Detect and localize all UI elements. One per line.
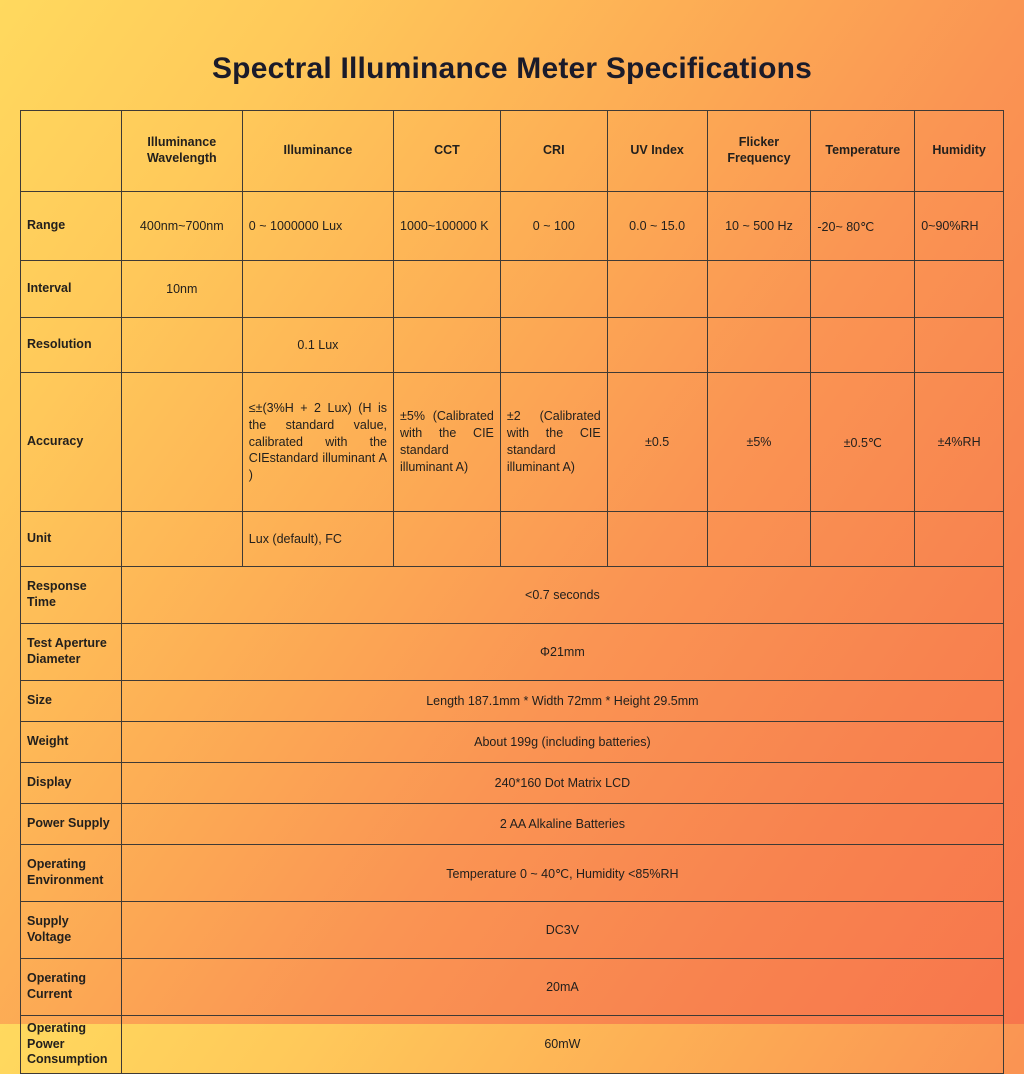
cell-operating-current-value: 20mA [121, 959, 1003, 1016]
cell-supply-voltage-value: DC3V [121, 902, 1003, 959]
row-label-resolution: Resolution [21, 318, 122, 373]
header-cell-temperature: Temperature [811, 111, 915, 192]
cell-resolution-flicker [707, 318, 811, 373]
cell-interval-flicker [707, 261, 811, 318]
cell-interval-wavelength: 10nm [121, 261, 242, 318]
cell-size-value: Length 187.1mm * Width 72mm * Height 29.5mm [121, 681, 1003, 722]
row-label-operating-power-consumption: Operating Power Consumption [21, 1016, 122, 1074]
row-label-display: Display [21, 763, 122, 804]
cell-resolution-wavelength [121, 318, 242, 373]
header-cell-humidity: Humidity [915, 111, 1004, 192]
header-cell-cri: CRI [500, 111, 607, 192]
cell-range-wavelength: 400nm~700nm [121, 192, 242, 261]
table-row [21, 261, 1004, 318]
table-row [21, 804, 1004, 845]
header-cell-flicker-frequency: Flicker Frequency [707, 111, 811, 192]
table-row [21, 1016, 1004, 1074]
cell-operating-environment-value: Temperature 0 ~ 40℃, Humidity <85%RH [121, 845, 1003, 902]
table-row [21, 512, 1004, 567]
cell-range-illuminance: 0 ~ 1000000 Lux [242, 192, 393, 261]
cell-range-flicker: 10 ~ 500 Hz [707, 192, 811, 261]
cell-interval-cct [394, 261, 501, 318]
cell-response-time-value: <0.7 seconds [121, 567, 1003, 624]
cell-unit-humidity [915, 512, 1004, 567]
cell-range-humidity: 0~90%RH [915, 192, 1004, 261]
header-cell-illuminance: Illuminance [242, 111, 393, 192]
table-header-row [21, 111, 1004, 192]
cell-power-supply-value: 2 AA Alkaline Batteries [121, 804, 1003, 845]
cell-accuracy-illuminance: ≤±(3%H + 2 Lux) (H is the standard value, calibrated with the CIEstandard illuminant A ) [242, 373, 393, 512]
cell-accuracy-temperature: ±0.5℃ [811, 373, 915, 512]
table-row [21, 567, 1004, 624]
table-row [21, 722, 1004, 763]
row-label-size: Size [21, 681, 122, 722]
header-cell-cct: CCT [394, 111, 501, 192]
cell-interval-temperature [811, 261, 915, 318]
cell-resolution-illuminance: 0.1 Lux [242, 318, 393, 373]
cell-unit-uv [607, 512, 707, 567]
cell-range-uv: 0.0 ~ 15.0 [607, 192, 707, 261]
table-row [21, 624, 1004, 681]
row-label-unit: Unit [21, 512, 122, 567]
cell-accuracy-flicker: ±5% [707, 373, 811, 512]
cell-accuracy-cri: ±2 (Calibrated with the CIE standard illuminant A) [500, 373, 607, 512]
cell-interval-humidity [915, 261, 1004, 318]
cell-resolution-temperature [811, 318, 915, 373]
row-label-interval: Interval [21, 261, 122, 318]
cell-unit-illuminance: Lux (default), FC [242, 512, 393, 567]
table-row [21, 763, 1004, 804]
cell-unit-cct [394, 512, 501, 567]
cell-resolution-cct [394, 318, 501, 373]
table-row [21, 845, 1004, 902]
cell-interval-uv [607, 261, 707, 318]
header-cell-uv-index: UV Index [607, 111, 707, 192]
row-label-power-supply: Power Supply [21, 804, 122, 845]
row-label-test-aperture-diameter: Test Aperture Diameter [21, 624, 122, 681]
cell-interval-illuminance [242, 261, 393, 318]
cell-accuracy-cct: ±5% (Calibrated with the CIE standard illuminant A) [394, 373, 501, 512]
cell-weight-value: About 199g (including batteries) [121, 722, 1003, 763]
cell-accuracy-uv: ±0.5 [607, 373, 707, 512]
cell-unit-flicker [707, 512, 811, 567]
cell-accuracy-humidity: ±4%RH [915, 373, 1004, 512]
row-label-operating-environment: Operating Environment [21, 845, 122, 902]
table-row [21, 959, 1004, 1016]
row-label-accuracy: Accuracy [21, 373, 122, 512]
cell-resolution-cri [500, 318, 607, 373]
cell-operating-power-consumption-value: 60mW [121, 1016, 1003, 1074]
cell-unit-wavelength [121, 512, 242, 567]
row-label-operating-current: Operating Current [21, 959, 122, 1016]
cell-range-temperature: -20~ 80℃ [811, 192, 915, 261]
cell-display-value: 240*160 Dot Matrix LCD [121, 763, 1003, 804]
cell-range-cri: 0 ~ 100 [500, 192, 607, 261]
table-row [21, 902, 1004, 959]
row-label-response-time: Response Time [21, 567, 122, 624]
cell-interval-cri [500, 261, 607, 318]
row-label-supply-voltage: Supply Voltage [21, 902, 122, 959]
table-row [21, 318, 1004, 373]
cell-test-aperture-diameter-value: Φ21mm [121, 624, 1003, 681]
row-label-weight: Weight [21, 722, 122, 763]
cell-range-cct: 1000~100000 K [394, 192, 501, 261]
cell-unit-temperature [811, 512, 915, 567]
row-label-range: Range [21, 192, 122, 261]
cell-resolution-humidity [915, 318, 1004, 373]
cell-accuracy-wavelength [121, 373, 242, 512]
cell-resolution-uv [607, 318, 707, 373]
cell-unit-cri [500, 512, 607, 567]
header-cell-illuminance-wavelength: Illuminance Wavelength [121, 111, 242, 192]
table-row [21, 681, 1004, 722]
table-row [21, 373, 1004, 512]
specifications-table [20, 110, 1004, 1074]
page-title: Spectral Illuminance Meter Specifications [211, 52, 813, 85]
table-row [21, 192, 1004, 261]
header-cell-blank [21, 111, 122, 192]
